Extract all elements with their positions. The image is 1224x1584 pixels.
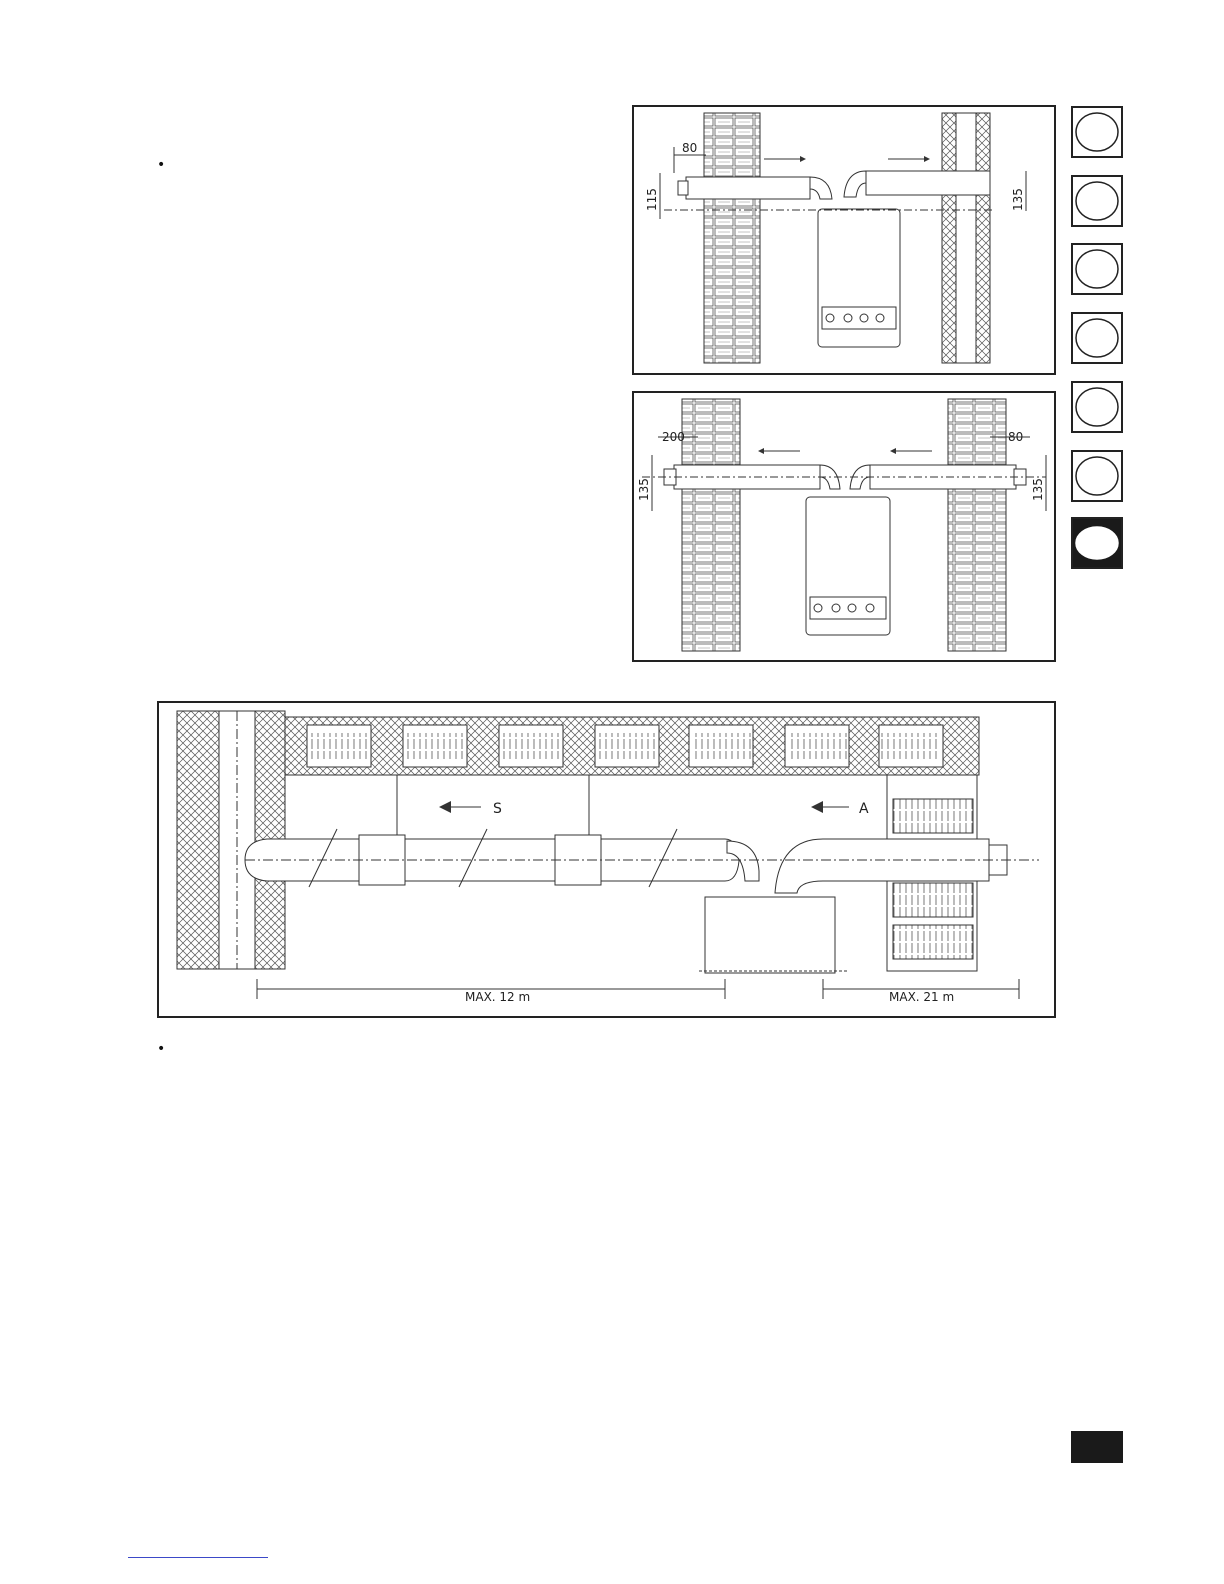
language-tab-5[interactable] — [1071, 381, 1123, 433]
flue-diagram-top-drawing — [634, 107, 1054, 373]
brick-wall-left — [704, 113, 760, 363]
oval-icon — [1073, 108, 1121, 156]
bullet-bottom: • — [157, 1041, 166, 1057]
flue-diagram-top — [632, 105, 1056, 375]
boiler-bottom — [705, 897, 835, 973]
insulated-wall-right — [942, 113, 956, 363]
dim-80-top: 80 — [682, 141, 698, 155]
label-s: S — [493, 801, 502, 817]
oval-icon — [1073, 519, 1121, 567]
footer-link-line[interactable] — [128, 1557, 268, 1558]
oval-icon — [1073, 452, 1121, 500]
language-tab-3[interactable] — [1071, 243, 1123, 295]
label-a: A — [859, 801, 869, 817]
flue-diagram-bottom — [157, 701, 1056, 1018]
flue-diagram-middle-drawing — [634, 393, 1054, 660]
oval-icon — [1073, 383, 1121, 431]
dim-115: 115 — [645, 188, 659, 211]
language-tab-4[interactable] — [1071, 312, 1123, 364]
dim-max-21: MAX. 21 m — [889, 990, 955, 1004]
pipe-right — [866, 171, 990, 195]
dim-80-middle: 80 — [1008, 430, 1024, 444]
flue-diagram-middle — [632, 391, 1056, 662]
language-tab-2[interactable] — [1071, 175, 1123, 227]
oval-icon — [1073, 314, 1121, 362]
dim-200: 200 — [662, 430, 685, 444]
pipe-left — [686, 177, 810, 199]
page-number-box — [1071, 1431, 1123, 1463]
language-tab-6[interactable] — [1071, 450, 1123, 502]
oval-icon — [1073, 177, 1121, 225]
dim-135-right: 135 — [1031, 478, 1045, 501]
bullet-top: • — [157, 157, 166, 173]
oval-icon — [1073, 245, 1121, 293]
chimney-wall — [177, 711, 219, 969]
dim-135-left: 135 — [637, 478, 651, 501]
language-tab-7-active[interactable] — [1071, 517, 1123, 569]
dim-135-top: 135 — [1011, 188, 1025, 211]
flue-diagram-bottom-drawing — [159, 703, 1054, 1016]
dim-max-12: MAX. 12 m — [465, 990, 531, 1004]
language-tab-1[interactable] — [1071, 106, 1123, 158]
